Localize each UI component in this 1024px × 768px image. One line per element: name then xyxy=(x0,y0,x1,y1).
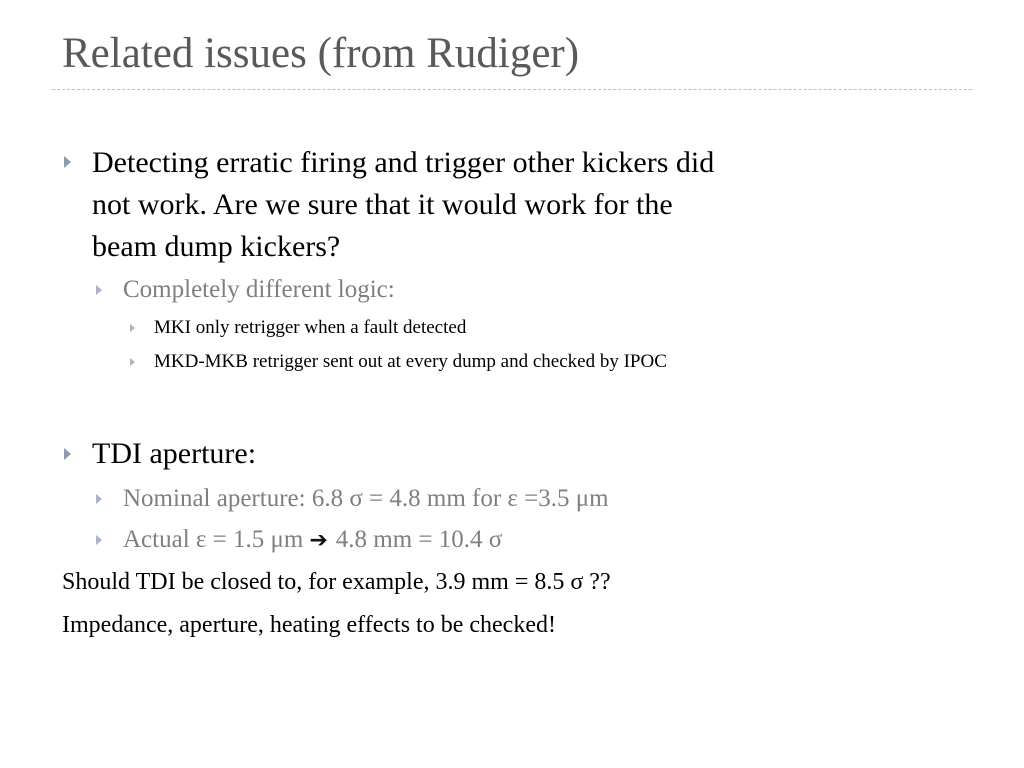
title-divider xyxy=(52,89,972,90)
sub-sub-bullet-arrow-icon xyxy=(130,358,135,366)
sub-sub-bullet-mki: MKI only retrigger when a fault detected xyxy=(154,317,467,338)
bullet-arrow-icon xyxy=(64,156,71,168)
sub-bullet-arrow-icon xyxy=(96,535,102,545)
sub-sub-bullet-arrow-icon xyxy=(130,324,135,332)
check-line: Impedance, aperture, heating effects to be checked! xyxy=(62,612,556,638)
bullet-1-text xyxy=(92,142,992,268)
bullet-1-line-2: not work. Are we sure that it would work for the xyxy=(92,188,673,221)
sub-bullet-nominal-aperture: Nominal aperture: 6.8 σ = 4.8 mm for ε =3.5 μm xyxy=(123,485,609,512)
question-line: Should TDI be closed to, for example, 3.9 mm = 8.5 σ ?? xyxy=(62,569,611,595)
bullet-1-line-3: beam dump kickers? xyxy=(92,230,341,263)
slide-title: Related issues (from Rudiger) xyxy=(62,30,580,77)
actual-aperture-result: 4.8 mm = 10.4 σ xyxy=(335,526,503,553)
sub-bullet-arrow-icon xyxy=(96,285,102,295)
sub-bullet-arrow-icon xyxy=(96,494,102,504)
bullet-arrow-icon xyxy=(64,448,71,460)
bullet-1-line-1: Detecting erratic firing and trigger other kickers did xyxy=(92,146,715,179)
arrow-right-icon: ➔ xyxy=(309,528,328,553)
bullet-2-text: TDI aperture: xyxy=(92,437,257,470)
sub-sub-bullet-mkd: MKD-MKB retrigger sent out at every dump and checked by IPOC xyxy=(154,351,667,372)
actual-emittance-text: Actual ε = 1.5 μm xyxy=(123,526,304,553)
sub-bullet-actual-emittance xyxy=(123,524,502,557)
sub-bullet-logic: Completely different logic: xyxy=(123,276,395,303)
